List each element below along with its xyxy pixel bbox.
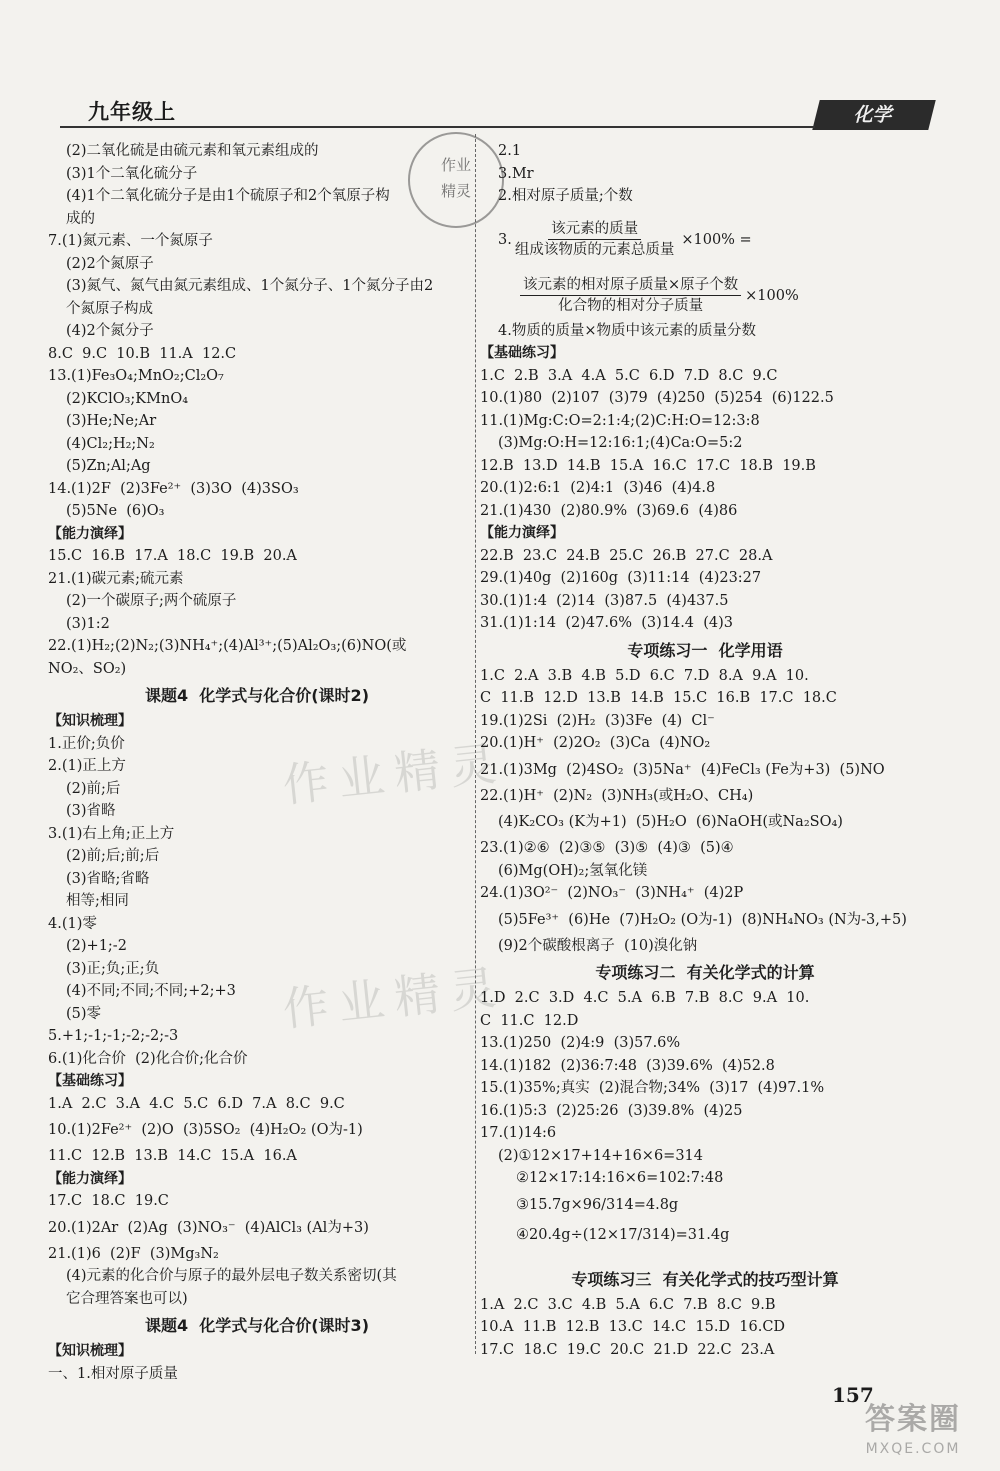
answer-line: 22.B 23.C 24.B 25.C 26.B 27.C 28.A [480,547,773,564]
lesson-heading: 课题4 化学式与化合价(课时3) [144,1316,370,1335]
answer-line: 11.C 12.B 13.B 14.C 15.A 16.A [48,1148,297,1164]
formula-prefix: 3. [498,231,512,248]
answer-line: 3.Mr [498,165,534,182]
fraction-1-numerator: 该元素的质量 [548,219,641,240]
watermark-mid-2: 作业精灵 [280,959,509,1037]
answer-line: (4)1个二氧化硫分子是由1个硫原子和2个氧原子构 [66,188,390,204]
subject-tab: 化学 [812,100,935,130]
answer-line: 1.正价;负价 [48,735,125,752]
answer-line: (2)2个氮原子 [66,255,154,272]
answer-line: 1.A 2.C 3.A 4.C 5.C 6.D 7.A 8.C 9.C [48,1095,345,1112]
answer-line: 1.D 2.C 3.D 4.C 5.A 6.B 7.B 8.C 9.A 10. [480,990,810,1006]
section-subheading: 【能力演绎】 [480,525,564,541]
answer-line: 13.(1)250 (2)4:9 (3)57.6% [480,1035,681,1051]
answer-line: 22.(1)H₂;(2)N₂;(3)NH₄⁺;(4)Al³⁺;(5)Al₂O₃;(6)NO(或 [48,638,407,654]
answer-line: (4)2个氮分子 [66,323,154,339]
answer-line: 3.(1)右上角;正上方 [48,825,175,842]
answer-line: NO₂、SO₂) [48,660,127,677]
answer-line: 7.(1)氮元素、一个氮原子 [48,233,213,249]
answer-line: 19.(1)2Si (2)H₂ (3)3Fe (4) Cl⁻ [480,712,715,729]
answer-line: 2.(1)正上方 [48,758,126,774]
stamp-line-1: 作业 [440,156,471,174]
answer-line: (2)二氧化硫是由硫元素和氧元素组成的 [66,143,319,159]
answer-line: 2.相对原子质量;个数 [498,188,633,204]
section-subheading: 【知识梳理】 [48,713,132,729]
answer-line: (4)不同;不同;不同;+2;+3 [66,983,236,999]
answer-line: 1.C 2.B 3.A 4.A 5.C 6.D 7.D 8.C 9.C [480,367,778,384]
mass-fraction-formula-1 [480,208,930,272]
answer-line: 31.(1)1:14 (2)47.6% (3)14.4 (4)3 [480,615,734,631]
answer-line: (4)元素的化合价与原子的最外层电子数关系密切(其 [66,1268,397,1284]
section-subheading: 【基础练习】 [480,345,564,361]
answer-line: (3)氮气、氮气由氮元素组成、1个氮分子、1个氮分子由2 [66,278,434,294]
answer-line: 6.(1)化合价 (2)化合价;化合价 [48,1050,248,1067]
answer-line: 相等;相同 [66,893,129,909]
answer-line: ③15.7g×96/314=4.8g [516,1196,679,1213]
section-subheading: 【基础练习】 [48,1073,132,1089]
answer-line: 30.(1)1:4 (2)14 (3)87.5 (4)437.5 [480,592,729,609]
section-subheading: 【能力演绎】 [48,525,132,542]
stamp-line-2: 精灵 [440,182,471,200]
answer-line: 2.1 [498,143,522,159]
lesson-heading: 课题4 化学式与化合价(课时2) [144,686,370,705]
answer-line: (2)前;后 [66,780,121,797]
answer-line: 23.(1)②⑥ (2)③⑤ (3)⑤ (4)③ (5)④ [480,840,734,856]
fraction-2 [520,275,741,316]
fraction-2-numerator: 该元素的相对原子质量×原子个数 [520,275,741,296]
answer-line: 20.(1)2Ar (2)Ag (3)NO₃⁻ (4)AlCl₃ (Al为+3) [48,1219,369,1236]
answer-line: (3)1个二氧化硫分子 [66,165,198,182]
answer-line: 20.(1)2:6:1 (2)4:1 (3)46 (4)4.8 [480,480,716,496]
answer-line: (3)省略;省略 [66,870,150,887]
answer-line: 16.(1)5:3 (2)25:26 (3)39.8% (4)25 [480,1102,743,1119]
right-column [480,140,930,1361]
watermark-mid-1: 作业精灵 [280,735,509,813]
fraction-1 [512,219,678,260]
answer-line: 个氮原子构成 [66,300,153,317]
answer-line: 1.C 2.A 3.B 4.B 5.D 6.C 7.D 8.A 9.A 10. [480,667,809,684]
answer-line: (6)Mg(OH)₂;氢氧化镁 [498,862,648,879]
answer-line: 17.(1)14:6 [480,1125,557,1141]
answer-line: (9)2个碳酸根离子 (10)溴化钠 [498,937,698,954]
answer-line: 17.C 18.C 19.C [48,1193,169,1209]
section-subheading: 【知识梳理】 [48,1343,132,1359]
answer-line: (2)+1;-2 [66,938,127,954]
left-column [48,140,466,1385]
answer-line: 10.A 11.B 12.B 13.C 14.C 15.D 16.CD [480,1319,786,1335]
answer-line: 10.(1)80 (2)107 (3)79 (4)250 (5)254 (6)122.5 [480,390,834,406]
answer-line: (5)零 [66,1005,102,1022]
answer-line: 它合理答案也可以) [66,1290,188,1307]
header-rule [60,126,815,128]
mass-fraction-formula-2 [480,272,930,320]
answer-line: 成的 [66,210,95,227]
answer-line: 11.(1)Mg:C:O=2:1:4;(2)C:H:O=12:3:8 [480,412,760,429]
answer-line: (3)1:2 [66,615,110,632]
answer-line: (4)Cl₂;H₂;N₂ [66,435,155,452]
answer-line: 4.物质的质量×物质中该元素的质量分数 [498,322,756,339]
answer-line: 21.(1)6 (2)F (3)Mg₃N₂ [48,1245,219,1262]
answer-line: 15.(1)35%;真实 (2)混合物;34% (3)17 (4)97.1% [480,1080,825,1096]
answer-line: (2)KClO₃;KMnO₄ [66,390,189,407]
answer-line: (3)正;负;正;负 [66,960,160,977]
answer-line: (4)K₂CO₃ (K为+1) (5)H₂O (6)NaOH(或Na₂SO₄) [498,814,843,830]
answer-line: 24.(1)3O²⁻ (2)NO₃⁻ (3)NH₄⁺ (4)2P [480,885,744,901]
answer-line: (5)Zn;Al;Ag [66,458,151,474]
answer-line: ②12×17:14:16×6=102:7:48 [516,1170,724,1186]
answer-line: ④20.4g÷(12×17/314)=31.4g [516,1226,730,1243]
site-watermark-url: MXQE.COM [865,1441,961,1457]
answer-line: (2)①12×17+14+16×6=314 [498,1147,703,1164]
answer-line: (3)Mg:O:H=12:16:1;(4)Ca:O=5:2 [498,435,743,451]
answer-line: 21.(1)碳元素;硫元素 [48,570,184,587]
answer-line: 29.(1)40g (2)160g (3)11:14 (4)23:27 [480,570,762,586]
answer-line: 1.A 2.C 3.C 4.B 5.A 6.C 7.B 8.C 9.B [480,1296,776,1313]
page-number: 157 [832,1383,874,1407]
answer-line: (3)省略 [66,803,116,819]
answer-line: 10.(1)2Fe²⁺ (2)O (3)5SO₂ (4)H₂O₂ (O为-1) [48,1122,363,1138]
answer-line: (2)一个碳原子;两个硫原子 [66,593,237,609]
site-watermark-text: 答案圈 [865,1402,961,1437]
answer-line: 8.C 9.C 10.B 11.A 12.C [48,345,237,362]
answer-line: (3)He;Ne;Ar [66,413,157,429]
fraction-1-denominator: 组成该物质的元素总质量 [514,242,675,258]
answer-line: 20.(1)H⁺ (2)2O₂ (3)Ca (4)NO₂ [480,735,711,751]
site-watermark [838,1402,988,1466]
answer-line: C 11.B 12.D 13.B 14.B 15.C 16.B 17.C 18.C [480,690,837,706]
answer-line: (5)5Ne (6)O₃ [66,503,165,519]
section-heading: 专项练习三 有关化学式的技巧型计算 [571,1269,839,1289]
answer-line: 14.(1)2F (2)3Fe²⁺ (3)3O (4)3SO₃ [48,480,299,497]
answer-line: 5.+1;-1;-1;-2;-2;-3 [48,1028,179,1044]
answer-line: C 11.C 12.D [480,1012,579,1029]
grade-label: 九年级上 [88,100,176,124]
answer-line: 13.(1)Fe₃O₄;MnO₂;Cl₂O₇ [48,368,224,384]
section-heading: 专项练习二 有关化学式的计算 [595,963,815,982]
answer-line: 21.(1)3Mg (2)4SO₂ (3)5Na⁺ (4)FeCl₃ (Fe为+3) (5)NO [480,761,885,778]
answer-line: 17.C 18.C 19.C 20.C 21.D 22.C 23.A [480,1341,775,1358]
answer-line: 14.(1)182 (2)36:7:48 (3)39.6% (4)52.8 [480,1057,775,1074]
section-heading: 专项练习一 化学用语 [627,640,783,660]
answer-line: 一、1.相对原子质量 [48,1365,178,1382]
fraction-1-tail: ×100% = [681,231,752,248]
answer-line: (5)5Fe³⁺ (6)He (7)H₂O₂ (O为-1) (8)NH₄NO₃ (N为-3,+5) [498,911,907,928]
fraction-2-tail: ×100% [745,287,799,304]
answer-line: 15.C 16.B 17.A 18.C 19.B 20.A [48,548,297,564]
answer-line: 22.(1)H⁺ (2)N₂ (3)NH₃(或H₂O、CH₄) [480,787,754,804]
section-subheading: 【能力演绎】 [48,1170,132,1187]
answer-line: 12.B 13.D 14.B 15.A 16.C 17.C 18.B 19.B [480,457,816,474]
answer-line: 21.(1)430 (2)80.9% (3)69.6 (4)86 [480,502,738,519]
answer-line: 4.(1)零 [48,915,97,932]
fraction-2-denominator: 化合物的相对分子质量 [558,298,704,314]
answer-line: (2)前;后;前;后 [66,848,160,864]
